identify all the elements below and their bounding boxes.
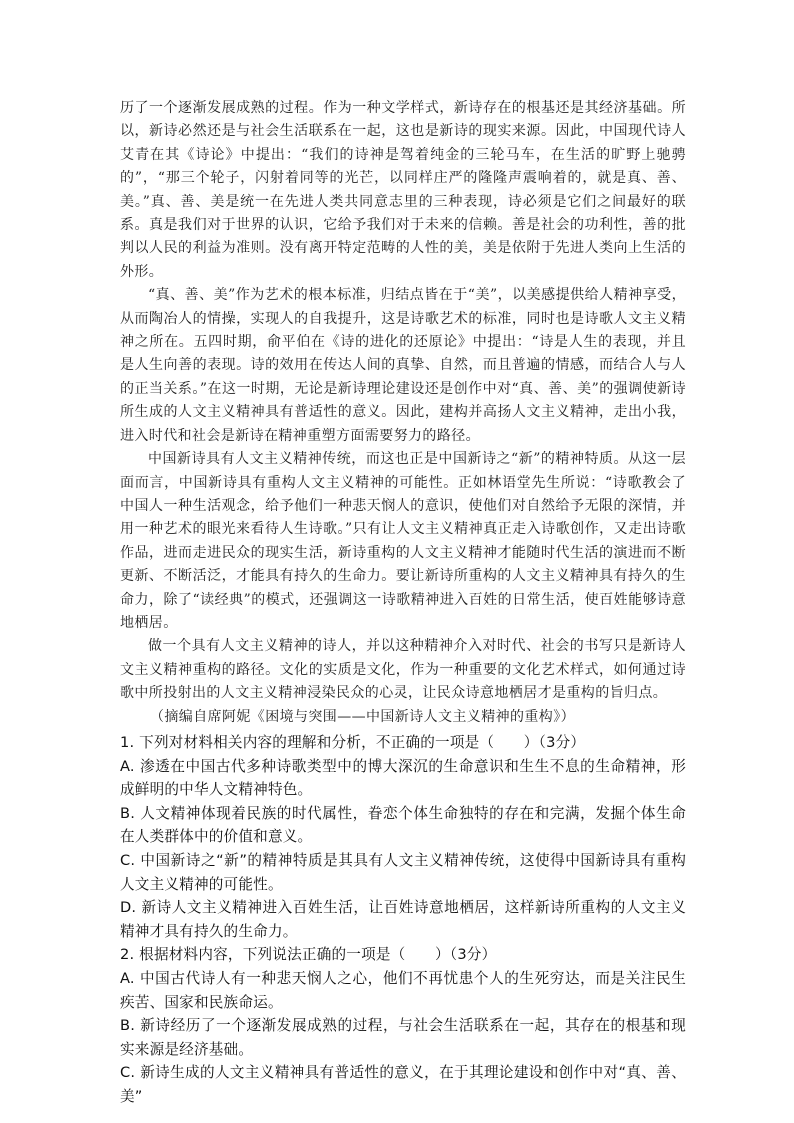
- passage-paragraph: “真、善、美”作为艺术的根本标准，归结点皆在于“美”，以美感提供给人精神享受，从而陶冶人的情操，实现人的自我提升，这是诗歌艺术的标准，同时也是诗歌人文主义精神之所在。五四时期，俞平伯在《诗的进化的还原论》中提出：“诗是人生的表现，并且是人生向善的表现。诗的效用在传达人间的真挚、自然，而且普遍的情感，而结合人与人的正当关系。”在这一时期，无论是新诗理论建设还是创作中对“真、善、美”的强调使新诗所生成的人文主义精神具有普适性的意义。因此，建构并高扬人文主义精神，走出小我，进入时代和社会是新诗在精神重塑方面需要努力的路径。: [120, 287, 686, 444]
- question-stem: 2. 根据材料内容，下列说法正确的一项是（ ）（3分）: [120, 946, 497, 964]
- question-list: [120, 731, 686, 1109]
- option-c: C. 新诗生成的人文主义精神具有普适性的意义，在于其理论建设和创作中对“真、善、美”: [120, 1064, 686, 1105]
- option-b: B. 人文精神体现着民族的时代属性，眷恋个体生命独特的存在和完满，发掘个体生命在人类群体中的价值和意义。: [120, 804, 686, 846]
- option-a: A. 渗透在中国古代多种诗歌类型中的博大深沉的生命意识和生生不息的生命精神，形成鲜明的中华人文精神特色。: [120, 757, 686, 799]
- question-1: [120, 731, 686, 943]
- question-stem: 1. 下列对材料相关内容的理解和分析，不正确的一项是（ ）（3分）: [120, 733, 586, 751]
- document-body: [120, 97, 686, 1108]
- option-a: A. 中国古代诗人有一种悲天悯人之心，他们不再忧患个人的生死穷达，而是关注民生疾苦、国家和民族命运。: [120, 969, 686, 1011]
- option-d: D. 新诗人文主义精神进入百姓生活，让百姓诗意地栖居，这样新诗所重构的人文主义精神才具有持久的生命力。: [120, 899, 686, 940]
- reading-passage: [120, 97, 686, 706]
- passage-paragraph: 做一个具有人文主义精神的诗人，并以这种精神介入对时代、社会的书写只是新诗人文主义精神重构的路径。文化的实质是文化，作为一种重要的文化艺术样式，如何通过诗歌中所投射出的人文主义精神浸染民众的心灵，让民众诗意地栖居才是重构的旨归点。: [120, 638, 686, 702]
- question-2: [120, 943, 686, 1108]
- option-b: B. 新诗经历了一个逐渐发展成熟的过程，与社会生活联系在一起，其存在的根基和现实来源是经济基础。: [120, 1017, 686, 1058]
- passage-paragraph: 中国新诗具有人文主义精神传统，而这也正是中国新诗之“新”的精神特质。从这一层面而言，中国新诗具有重构人文主义精神的可能性。正如林语堂先生所说：“诗歌教会了中国人一种生活观念，给予他们一种悲天悯人的意识，使他们对自然给予无限的深情，并用一种艺术的眼光来看待人生诗歌。”只有让人文主义精神真正走入诗歌创作，又走出诗歌作品，进而走进民众的现实生活，新诗重构的人文主义精神才能随时代生活的演进而不断更新、不断活泛，才能具有持久的生命力。要让新诗所重构的人文主义精神具有持久的生命力，除了“读经典”的模式，还强调这一诗歌精神进入百姓的日常生活，使百姓能够诗意地栖居。: [120, 451, 686, 631]
- source-citation: （摘编自席阿妮《困境与突围——中国新诗人文主义精神的重构》）: [150, 708, 575, 725]
- passage-paragraph: 历了一个逐渐发展成熟的过程。作为一种文学样式，新诗存在的根基还是其经济基础。所以，新诗必然还是与社会生活联系在一起，这也是新诗的现实来源。因此，中国现代诗人艾青在其《诗论》中提出：“我们的诗神是驾着纯金的三轮马车，在生活的旷野上驰骋的”，“那三个轮子，闪射着同等的光芒，以同样庄严的隆隆声震响着的，就是真、善、美。”真、善、美是统一在先进人类共同意志里的三种表现，诗必须是它们之间最好的联系。真是我们对于世界的认识，它给予我们对于未来的信赖。善是社会的功利性，善的批判以人民的利益为准则。没有离开特定范畴的人性的美，美是依附于先进人类向上生活的外形。: [120, 100, 686, 280]
- option-c: C. 中国新诗之“新”的精神特质是其具有人文主义精神传统，这使得中国新诗具有重构人文主义精神的可能性。: [120, 851, 686, 893]
